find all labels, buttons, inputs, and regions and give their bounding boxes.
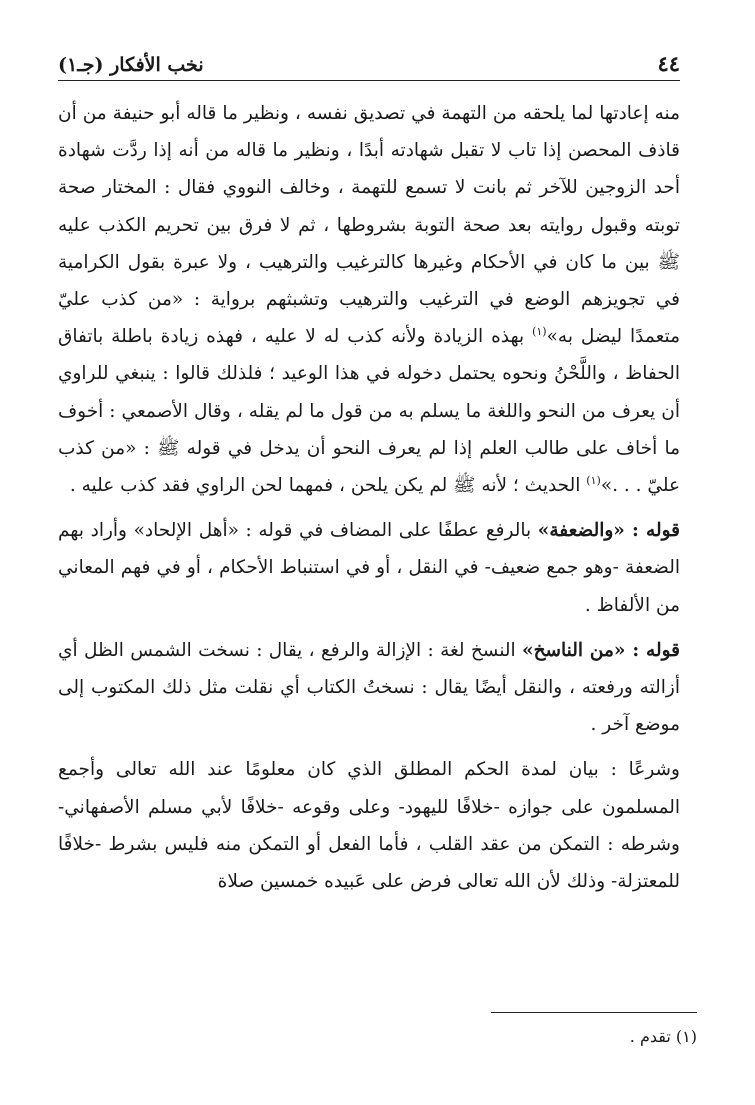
paragraph-text: بهذه الزيادة ولأنه كذب له لا عليه ، فهذه زيادة باطلة باتفاق الحفاظ ، واللَّحْنُ ونحوه يحتمل دخوله في هذا الوعيد ؛ فلذلك قالوا : ينبغي للراوي أن يعرف من النحو واللغة ما يسلم به من قول ما لم يقله ، وقال الأصمعي : أخوف ما أخاف على طالب العلم إذا لم يعرف النحو أن يدخل في قوله ﷺ : «من كذب عليّ . . .» xyxy=(58,326,680,497)
paragraph-2 xyxy=(58,512,680,624)
footnote-divider xyxy=(491,1012,697,1013)
page-number: ٤٤ xyxy=(657,51,680,76)
document-page xyxy=(58,40,680,900)
commentary-lemma: قوله : «من الناسخ» xyxy=(522,639,680,661)
book-title: نخب الأفكار (جـ١) xyxy=(58,54,204,76)
commentary-lemma: قوله : «والضعفة» xyxy=(537,520,680,542)
body-text xyxy=(58,95,680,900)
footnote-ref: (١) xyxy=(532,325,547,339)
paragraph-3 xyxy=(58,632,680,744)
paragraph-text: الحديث ؛ لأنه ﷺ لم يكن يلحن ، فمهما لحن الراوي فقد كذب عليه . xyxy=(69,475,587,497)
footnote: (١) تقدم . xyxy=(629,1027,697,1046)
page-header xyxy=(58,40,680,81)
paragraph-text: بالرفع عطفًا على المضاف في قوله : «أهل الإلحاد» وأراد بهم الضعفة -وهو جمع ضعيف- في النقل ، أو في استنباط الأحكام ، أو في فهم المعاني من الألفاظ . xyxy=(58,520,680,616)
paragraph-text: منه إعادتها لما يلحقه من التهمة في تصديق نفسه ، ونظير ما قاله أبو حنيفة من أن قاذف المحصن إذا تاب لا تقبل شهادته أبدًا ، ونظير ما قاله من أنه إذا ردَّت شهادة أحد الزوجين للآخر ثم بانت لا تسمع للتهمة ، وخالف النووي فقال : المختار صحة توبته وقبول روايته بعد صحة التوبة بشروطها ، ثم لا فرق بين تحريم الكذب عليه ﷺ بين ما كان في الأحكام وغيرها كالترغيب والترهيب ، ولا عبرة بقول الكرامية في تجويزهم الوضع في الترغيب والترهيب وتشبثهم برواية : «من كذب عليّ متعمدًا ليضل به» xyxy=(58,103,680,348)
paragraph-text: وشرعًا : بيان لمدة الحكم المطلق الذي كان معلومًا عند الله تعالى وأجمع المسلمون على جوازه -خلافًا لليهود- وعلى وقوعه -خلافًا لأبي مسلم الأصفهاني- وشرطه : التمكن من عقد القلب ، فأما الفعل أو التمكن منه فليس بشرط -خلافًا للمعتزلة- وذلك لأن الله تعالى فرض على عَبيده خمسين صلاة xyxy=(58,759,680,893)
footnote-ref: (١) xyxy=(586,473,601,487)
paragraph-1 xyxy=(58,95,680,504)
paragraph-4 xyxy=(58,751,680,900)
paragraph-text: النسخ لغة : الإزالة والرفع ، يقال : نسخت الشمس الظل أي أزالته ورفعته ، والنقل أيضًا يقال : نسختُ الكتاب أي نقلت مثل ذلك المكتوب إلى موضع آخر . xyxy=(58,639,680,736)
